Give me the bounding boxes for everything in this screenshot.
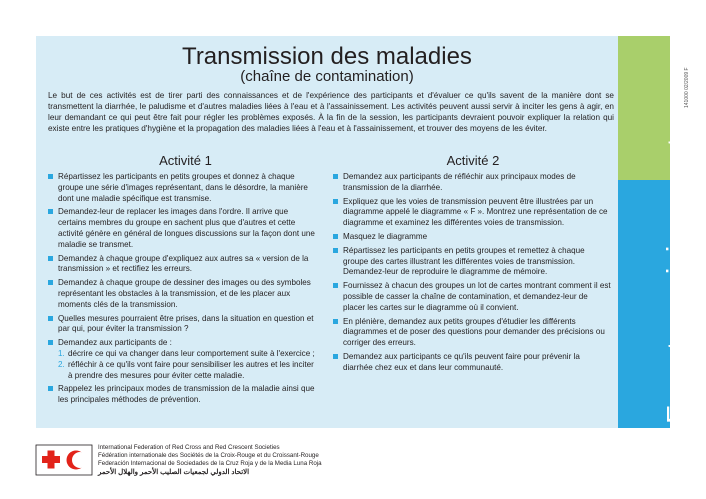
page-title: Transmission des maladies (182, 43, 472, 70)
list-item: Répartissez les participants en petits groupes et remettez à chaque groupe des cartes illustrant les différentes voies de transmission. Demandez-leur de reproduire le diagramme de mémoire. (333, 246, 611, 278)
list-item: Répartissez les participants en petits groupes et donnez à chaque groupe une série d'images représentant, dans le désordre, la manière dont une maladie spécifique est transmise. (48, 172, 318, 204)
bullet-icon (333, 354, 338, 359)
activity1-title: Activité 1 (159, 153, 212, 168)
bullet-icon (48, 340, 53, 345)
bullet-icon (333, 283, 338, 288)
activity2-column (333, 172, 611, 377)
list-item: Masquez le diagramme (333, 232, 611, 243)
list-item: Demandez aux participants ce qu'ils peuvent faire pour prévenir la diarrhée chez eux et dans leur communauté. (333, 352, 611, 374)
sub-list-item: 1. décrire ce qui va changer dans leur comportement suite à l'exercice ; (58, 348, 315, 358)
bullet-icon (48, 386, 53, 391)
list-item: Quelles mesures pourraient être prises, dans la situation en question et par qui, pour éviter la transmission ? (48, 314, 318, 336)
activity1-column (48, 172, 318, 409)
bullet-icon (333, 234, 338, 239)
sub-list-item: 2. réfléchir à ce qu'ils vont faire pour sensibiliser les autres et les inciter à prendre des mesures pour éviter cette maladie. (58, 359, 314, 380)
list-item: Demandez-leur de replacer les images dans l'ordre. Il arrive que certains membres du groupe en sachent plus que d'autres et cette activité génère en général de longues discussions sur la façon dont une maladie se transmet. (48, 207, 318, 250)
list-item: Rappelez les principaux modes de transmission de la maladie ainsi que les principales méthodes de prévention. (48, 384, 318, 406)
bullet-icon (333, 199, 338, 204)
bullet-icon (48, 316, 53, 321)
bullet-icon (48, 209, 53, 214)
bullet-icon (333, 319, 338, 324)
federation-names: International Federation of Red Cross and Red Crescent Societies Fédération internationale des Sociétés de la Croix-Rouge et du Croissant-Rouge Federación Internacional de Sociedades de la Cruz Roja y de la Media Luna Roja الاتحاد الدولي لجمعيات الصليب الأحمر والهلال الأحمر (98, 444, 322, 476)
bullet-icon (48, 256, 53, 261)
activity2-title: Activité 2 (446, 153, 500, 168)
bullet-icon (48, 174, 53, 179)
document-code: 141000 02/2009 F (684, 67, 690, 108)
bullet-icon (333, 174, 338, 179)
list-item: Demandez à chaque groupe d'expliquez aux autres sa « version de la transmission » et rectifiez les erreurs. (48, 254, 318, 276)
red-cross-red-crescent-logo-icon (36, 445, 92, 475)
page-subtitle: (chaîne de contamination) (240, 68, 414, 85)
list-item: En plénière, demandez aux petits groupes d'étudier les différents diagrammes et de poser des questions pour demander des précisions ou corriger des erreurs. (333, 317, 611, 349)
side-title: Eau et assainissement (662, 138, 694, 424)
intro-paragraph: Le but de ces activités est de tirer parti des connaissances et de l'expérience des participants et d'évaluer ce qu'ils savent de la manière dont se transmettent la diarrhée, le paludisme et d'autres maladies liées à l'eau et à l'assainissement. Les activités peuvent aussi servir à inciter les gens à agir, en leur demandant ce qui peut être fait pour régler les problèmes exposés. À la fin de la session, les participants devraient pouvoir expliquer la relation qui existe entre les pratiques d'hygiène et la propagation des maladies liées à l'eau et à l'assainissement, et trouver des moyens de les éviter. (48, 91, 614, 133)
bullet-icon (48, 280, 53, 285)
list-item: Demandez aux participants de réfléchir aux principaux modes de transmission de la diarrhée. (333, 172, 611, 194)
list-item: Expliquez que les voies de transmission peuvent être illustrées par un diagramme appelé le diagramme « F ». Montrez une représentation de ce diagramme et examinez les différentes voies de transmission. (333, 197, 611, 229)
list-item: Demandez à chaque groupe de dessiner des images ou des symboles représentant les obstacles à la transmission, et de les placer aux moments clés de la transmission. (48, 278, 318, 310)
list-item: Demandez aux participants de : 1. décrire ce qui va changer dans leur comportement suite à l'exercice ; 2. réfléchir à ce qu'ils vont faire pour sensibiliser les autres et les inciter à prendre des mesures pour éviter cette maladie. (48, 338, 318, 381)
list-item: Fournissez à chacun des groupes un lot de cartes montrant comment il est possible de casser la chaîne de contamination, et demandez-leur de placer les cartes sur le diagramme où il convient. (333, 281, 611, 313)
bullet-icon (333, 248, 338, 253)
